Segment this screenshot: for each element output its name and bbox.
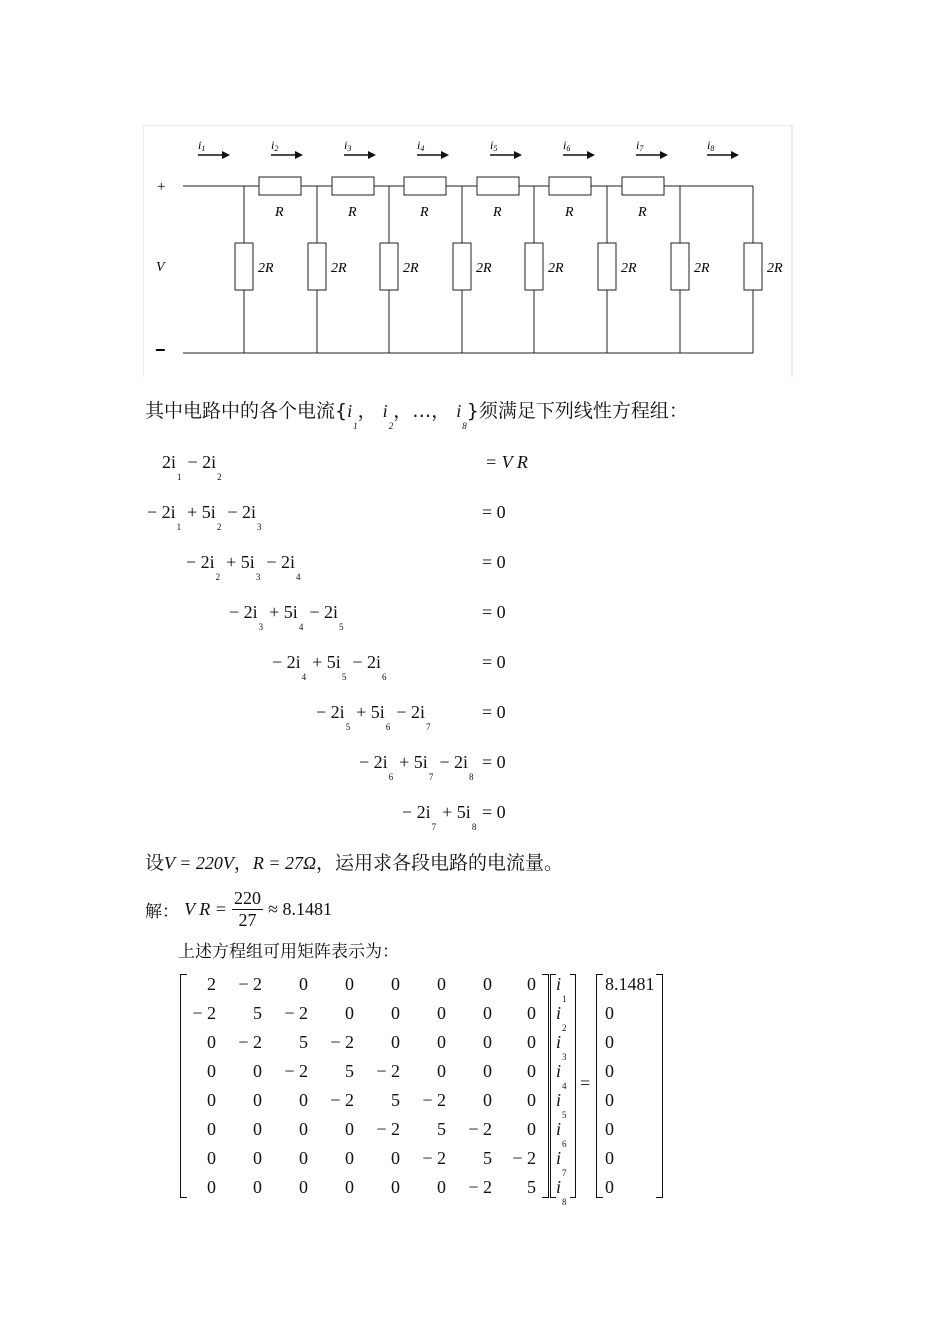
matrix-cell: 5: [527, 1177, 536, 1197]
matrix-cell: 0: [299, 1148, 308, 1168]
equation-term: − $2i_6$: [352, 652, 387, 682]
shunt-resistor: [598, 243, 616, 290]
shunt-resistor: [380, 243, 398, 290]
matrix-cell: − 2: [238, 974, 262, 994]
matrix-cell: 0: [207, 1148, 216, 1168]
matrix-cell: 0: [483, 1061, 492, 1081]
matrix-equals-sign: =: [580, 1073, 591, 1093]
series-resistor-label: R: [493, 205, 502, 220]
intro-sep-2: ，: [393, 400, 413, 422]
series-resistor: [404, 177, 446, 195]
equation-2-lhs: [147, 502, 267, 532]
rhs-entry: 0: [605, 1148, 614, 1168]
ladder-circuit-diagram: [143, 125, 793, 377]
matrix-cell: − 2: [284, 1061, 308, 1081]
series-resistor-label: R: [420, 205, 429, 220]
matrix-cell: 5: [345, 1061, 354, 1081]
matrix-cell: 0: [527, 974, 536, 994]
equation-6-lhs: [316, 702, 436, 732]
equation-3-rhs: = 0: [482, 552, 506, 572]
current-arrow-6: [563, 138, 595, 159]
matrix-cell: 0: [253, 1061, 262, 1081]
equation-1-lhs: [162, 452, 228, 482]
matrix-cell: 0: [345, 1003, 354, 1023]
matrix-cell: 0: [527, 1003, 536, 1023]
rhs-entry: 0: [605, 1090, 614, 1110]
matrix-cell: 0: [345, 1177, 354, 1197]
equation-term: + $5i_8$: [442, 802, 477, 832]
current-label: i7: [636, 138, 644, 153]
equation-term: + $5i_5$: [312, 652, 347, 682]
rhs-entry: 8.1481: [605, 974, 655, 994]
matrix-cell: 5: [299, 1032, 308, 1052]
solution-fraction: [232, 888, 263, 931]
equation-term: + $5i_2$: [187, 502, 222, 532]
current-arrow-4: [417, 138, 449, 159]
current-label: i3: [344, 138, 352, 153]
matrix-cell: 0: [483, 1003, 492, 1023]
current-arrow-5: [490, 138, 522, 159]
vector-entry: $i_3$: [556, 1032, 567, 1062]
equation-term: − $2i_3$: [229, 602, 264, 632]
current-arrow-8: [707, 138, 739, 159]
equation-1-rhs: = V R: [485, 452, 528, 472]
equation-term: + $5i_7$: [399, 752, 434, 782]
rhs-entry: 0: [605, 1061, 614, 1081]
equation-4-rhs: = 0: [482, 602, 506, 622]
rhs-entry: 0: [605, 1177, 614, 1197]
rhs-entry: 0: [605, 1119, 614, 1139]
equation-term: + $5i_3$: [226, 552, 261, 582]
equation-8-lhs: [402, 802, 482, 832]
rhs-right-bracket: [656, 974, 663, 1198]
matrix-cell: 0: [437, 974, 446, 994]
matrix-cell: 0: [299, 1119, 308, 1139]
matrix-cell: 0: [345, 1148, 354, 1168]
equation-term: − $2i_7$: [402, 802, 437, 832]
shunt-resistor: [308, 243, 326, 290]
matrix-cell: 5: [253, 1003, 262, 1023]
matrix-cell: 0: [437, 1032, 446, 1052]
shunt-resistor: [744, 243, 762, 290]
matrix-right-bracket: [542, 974, 549, 1198]
vector-entry: $i_1$: [556, 974, 567, 1004]
current-label: i5: [490, 138, 498, 153]
equation-7-rhs: = 0: [482, 752, 506, 772]
series-resistor: [477, 177, 519, 195]
series-resistor: [549, 177, 591, 195]
intro-sep-1: ，: [357, 400, 377, 422]
intro-i2: $i_2$: [382, 401, 394, 431]
series-resistor: [622, 177, 664, 195]
matrix-cell: 0: [253, 1177, 262, 1197]
given-suffix: ，运用求各段电路的电流量。: [316, 852, 564, 874]
solution-approx: ≈ 8.1481: [268, 899, 332, 919]
matrix-cell: 0: [527, 1090, 536, 1110]
matrix-cell: − 2: [330, 1032, 354, 1052]
shunt-resistor-label: 2R: [694, 261, 710, 276]
equation-6-rhs: = 0: [482, 702, 506, 722]
shunt-resistor-label: 2R: [476, 261, 492, 276]
matrix-cell: 0: [207, 1061, 216, 1081]
vector-entry: $i_2$: [556, 1003, 567, 1033]
equation-3-lhs: [186, 552, 306, 582]
given-sep: ，: [233, 852, 253, 874]
matrix-cell: − 2: [422, 1148, 446, 1168]
shunt-resistor-label: 2R: [331, 261, 347, 276]
shunt-resistor: [235, 243, 253, 290]
equation-2-rhs: = 0: [482, 502, 506, 522]
shunt-resistor-label: 2R: [767, 261, 783, 276]
matrix-cell: − 2: [192, 1003, 216, 1023]
shunt-resistor-label: 2R: [403, 261, 419, 276]
solution-ratio-line: [145, 888, 332, 931]
current-label: i4: [417, 138, 425, 153]
equation-term: − $2i_8$: [439, 752, 474, 782]
solution-label: 解：: [145, 902, 179, 922]
matrix-cell: 0: [345, 974, 354, 994]
given-voltage: V = 220V: [164, 853, 234, 873]
current-arrow-3: [344, 138, 376, 159]
series-resistor-label: R: [348, 205, 357, 220]
matrix-cell: 0: [527, 1061, 536, 1081]
given-sentence: [145, 848, 563, 875]
matrix-cell: 0: [437, 1177, 446, 1197]
matrix-cell: 0: [253, 1119, 262, 1139]
current-label: i6: [563, 138, 571, 153]
vector-entry: $i_8$: [556, 1177, 567, 1207]
shunt-resistor: [671, 243, 689, 290]
matrix-cell: − 2: [422, 1090, 446, 1110]
fraction-numerator: 220: [234, 888, 261, 908]
equation-term: − $2i_2$: [186, 552, 221, 582]
intro-i1: $i_1$: [347, 401, 358, 431]
matrix-cell: 0: [527, 1119, 536, 1139]
matrix-cell: 5: [437, 1119, 446, 1139]
equation-term: − $2i_2$: [187, 452, 222, 482]
vector-right-bracket: [570, 974, 576, 1198]
matrix-cell: 0: [253, 1148, 262, 1168]
matrix-cell: − 2: [284, 1003, 308, 1023]
matrix-cell: 0: [299, 1177, 308, 1197]
fraction-denominator: 27: [238, 910, 257, 930]
equation-term: $2i_1$: [162, 452, 182, 482]
matrix-cell: − 2: [512, 1148, 536, 1168]
matrix-cell: 0: [207, 1177, 216, 1197]
intro-suffix: }须满足下列线性方程组：: [466, 400, 688, 422]
matrix-cell: 0: [207, 1090, 216, 1110]
matrix-intro: 上述方程组可用矩阵表示为：: [178, 942, 399, 962]
matrix-cell: 0: [391, 1148, 400, 1168]
rhs-left-bracket: [596, 974, 603, 1198]
equation-term: − $2i_7$: [396, 702, 431, 732]
current-label: i1: [198, 138, 206, 153]
equation-term: − $2i_4$: [266, 552, 301, 582]
matrix-cell: − 2: [238, 1032, 262, 1052]
intro-prefix: 其中电路中的各个电流{: [145, 400, 348, 422]
rhs-entry: 0: [605, 1003, 614, 1023]
vector-entry: $i_7$: [556, 1148, 567, 1178]
matrix-cell: 0: [345, 1119, 354, 1139]
shunt-resistor: [453, 243, 471, 290]
given-resistance: R = 27Ω: [252, 853, 317, 873]
series-resistor: [332, 177, 374, 195]
matrix-cell: 2: [207, 974, 216, 994]
equation-term: − $2i_1$: [147, 502, 182, 532]
current-arrow-1: [198, 138, 230, 159]
matrix-cell: 0: [299, 974, 308, 994]
series-resistor-label: R: [565, 205, 574, 220]
equation-term: + $5i_6$: [356, 702, 391, 732]
equation-term: − $2i_3$: [227, 502, 262, 532]
matrix-cell: 0: [391, 1032, 400, 1052]
equation-4-lhs: [229, 602, 349, 632]
matrix-cell: 0: [483, 974, 492, 994]
series-resistor-label: R: [275, 205, 284, 220]
matrix-cell: 0: [483, 1090, 492, 1110]
vector-entry: $i_5$: [556, 1090, 567, 1120]
matrix-cell: 0: [527, 1032, 536, 1052]
matrix-cell: − 2: [468, 1119, 492, 1139]
matrix-cell: 5: [391, 1090, 400, 1110]
equation-term: − $2i_4$: [272, 652, 307, 682]
equation-5-lhs: [272, 652, 392, 682]
matrix-cell: 0: [437, 1061, 446, 1081]
shunt-resistor-label: 2R: [621, 261, 637, 276]
matrix-cell: 0: [299, 1090, 308, 1110]
matrix-cell: 0: [391, 1177, 400, 1197]
equation-term: − $2i_5$: [316, 702, 351, 732]
equation-term: − $2i_5$: [309, 602, 344, 632]
intro-sentence: [145, 396, 688, 431]
series-resistor-label: R: [638, 205, 647, 220]
matrix-cell: 0: [207, 1119, 216, 1139]
vector-entry: $i_6$: [556, 1119, 567, 1149]
given-prefix: 设: [145, 852, 165, 874]
shunt-resistor: [525, 243, 543, 290]
solution-lhs: V R =: [184, 899, 227, 919]
matrix-cell: 0: [437, 1003, 446, 1023]
matrix-cell: 0: [483, 1032, 492, 1052]
current-arrow-7: [636, 138, 668, 159]
matrix-cell: − 2: [468, 1177, 492, 1197]
matrix-cell: − 2: [376, 1119, 400, 1139]
rhs-entry: 0: [605, 1032, 614, 1052]
current-arrow-2: [271, 138, 303, 159]
matrix-equation: [178, 970, 678, 1207]
matrix-cell: 0: [207, 1032, 216, 1052]
matrix-cell: − 2: [376, 1061, 400, 1081]
equation-8-rhs: = 0: [482, 802, 506, 822]
intro-ellipsis: …，: [412, 400, 451, 422]
equation-7-lhs: [359, 752, 479, 782]
series-resistor: [259, 177, 301, 195]
matrix-cell: 0: [391, 1003, 400, 1023]
minus-terminal-label: −: [155, 340, 166, 360]
plus-terminal-label: +: [157, 179, 166, 195]
equation-term: − $2i_6$: [359, 752, 394, 782]
equation-5-rhs: = 0: [482, 652, 506, 672]
matrix-cell: 0: [253, 1090, 262, 1110]
matrix-cell: 0: [391, 974, 400, 994]
intro-i8: $i_8$: [456, 401, 467, 431]
matrix-cell: 5: [483, 1148, 492, 1168]
equation-term: + $5i_4$: [269, 602, 304, 632]
voltage-label: V: [156, 260, 165, 275]
vector-entry: $i_4$: [556, 1061, 567, 1091]
shunt-resistor-label: 2R: [548, 261, 564, 276]
matrix-cell: − 2: [330, 1090, 354, 1110]
current-label: i8: [707, 138, 715, 153]
shunt-resistor-label: 2R: [258, 261, 274, 276]
current-label: i2: [271, 138, 279, 153]
